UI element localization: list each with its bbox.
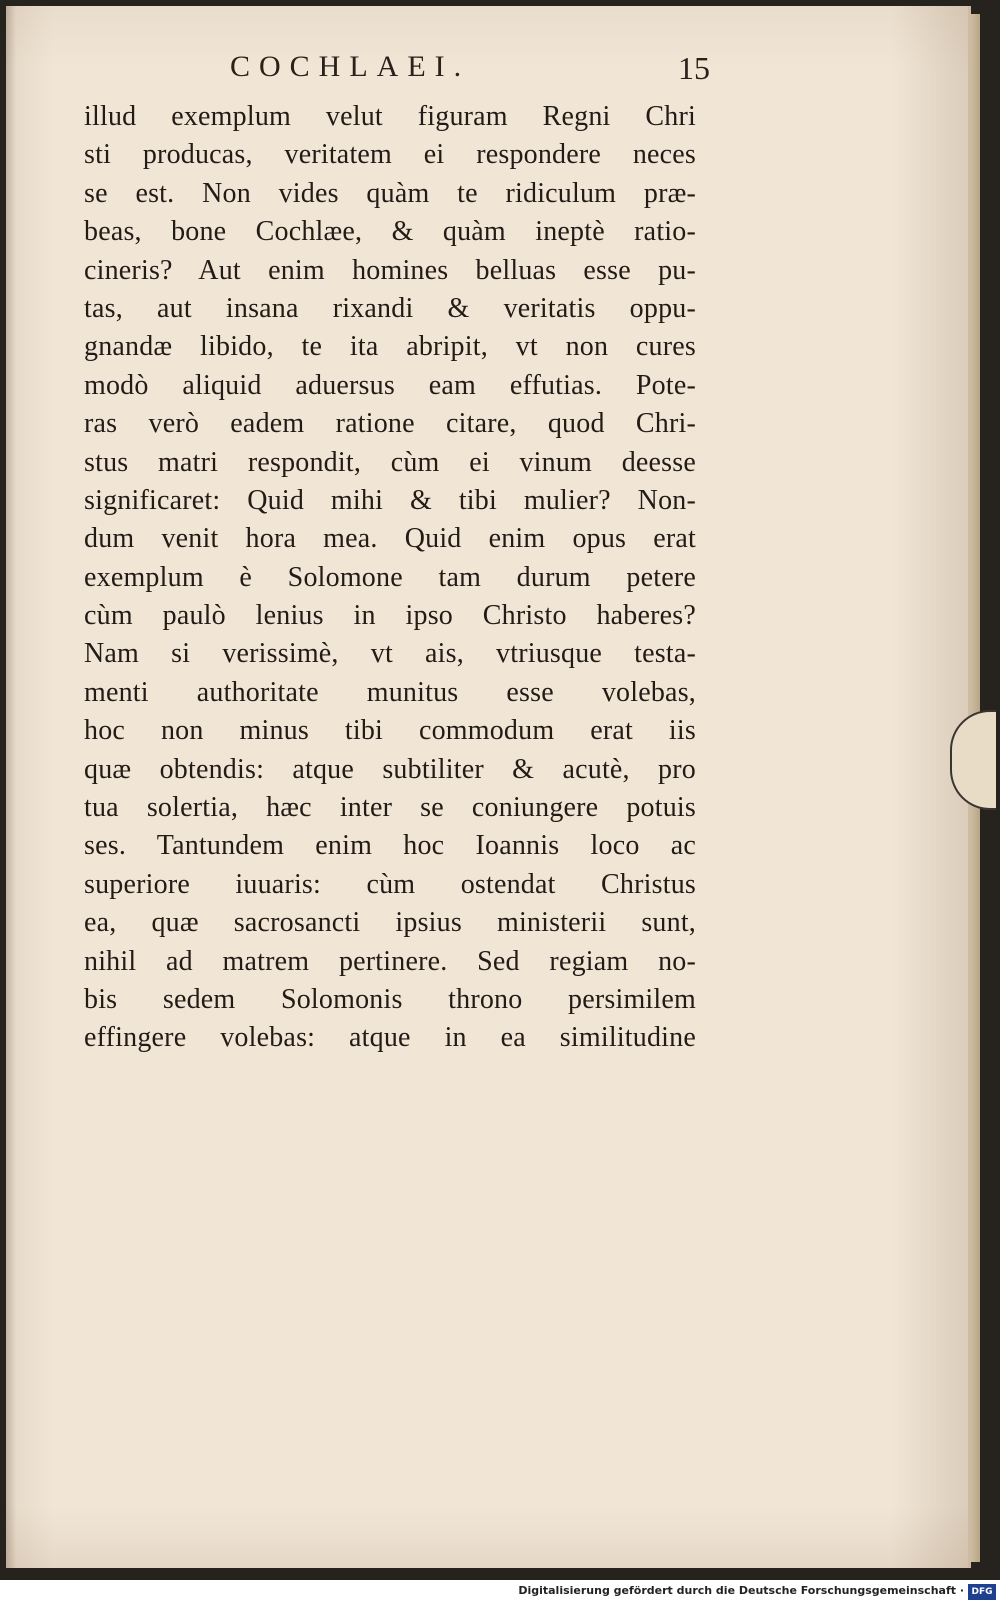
text-line: stus matri respondit, cùm ei vinum deesse — [84, 446, 696, 478]
text-line: dum venit hora mea. Quid enim opus erat — [84, 523, 696, 555]
text-line: significaret: Quid mihi & tibi mulier? Non- — [84, 484, 696, 516]
gutter-shadow — [6, 6, 16, 1568]
text-line: Nam si verissimè, vt ais, vtriusque testa- — [84, 638, 696, 670]
text-line: quæ obtendis: atque subtiliter & acutè, pro — [84, 753, 696, 785]
text-line: effingere volebas: atque in ea similitudine — [84, 1022, 696, 1054]
text-line: tas, aut insana rixandi & veritatis oppu- — [84, 292, 696, 324]
text-line: tua solertia, hæc inter se coniungere potuis — [84, 792, 696, 824]
text-line: hoc non minus tibi commodum erat iis — [84, 715, 696, 747]
text-line: exemplum è Solomone tam durum petere — [84, 561, 696, 593]
footer-bar — [0, 1580, 1000, 1604]
text-line: modò aliquid aduersus eam effutias. Pote- — [84, 369, 696, 401]
running-head: COCHLAEI. — [230, 50, 471, 83]
text-line: ea, quæ sacrosancti ipsius ministerii sunt, — [84, 907, 696, 939]
funding-credit: Digitalisierung gefördert durch die Deutsche Forschungsgemeinschaft · — [518, 1584, 964, 1597]
text-line: se est. Non vides quàm te ridiculum præ- — [84, 177, 696, 209]
body-text — [84, 98, 696, 1058]
text-line: bis sedem Solomonis throno persimilem — [84, 983, 696, 1015]
text-line: ras verò eadem ratione citare, quod Chri- — [84, 408, 696, 440]
text-line: cùm paulò lenius in ipso Christo haberes? — [84, 600, 696, 632]
text-line: nihil ad matrem pertinere. Sed regiam no- — [84, 945, 696, 977]
page-header — [230, 50, 710, 94]
dfg-logo: DFG — [968, 1584, 996, 1600]
page-number: 15 — [678, 50, 710, 86]
text-line: sti producas, veritatem ei respondere neces — [84, 139, 696, 171]
text-line: gnandæ libido, te ita abripit, vt non cures — [84, 331, 696, 363]
text-line: menti authoritate munitus esse volebas, — [84, 676, 696, 708]
text-line: superiore iuuaris: cùm ostendat Christus — [84, 868, 696, 900]
text-line: beas, bone Cochlæe, & quàm ineptè ratio- — [84, 216, 696, 248]
text-line: cineris? Aut enim homines belluas esse pu- — [84, 254, 696, 286]
text-line: ses. Tantundem enim hoc Ioannis loco ac — [84, 830, 696, 862]
text-line: illud exemplum velut figuram Regni Chri — [84, 101, 696, 132]
